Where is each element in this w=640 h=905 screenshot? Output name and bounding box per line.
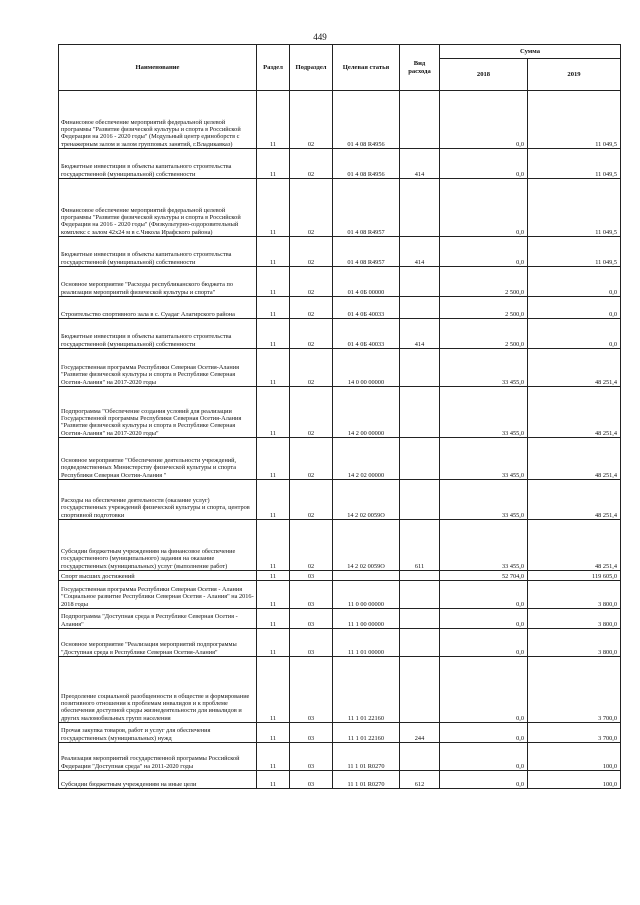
- page-number: 449: [313, 32, 327, 42]
- header-razdel: Раздел: [257, 45, 290, 91]
- table-row: [59, 237, 621, 267]
- header-2019: 2019: [528, 59, 621, 91]
- row-2018-cell: 33 455,0: [440, 438, 528, 480]
- row-vid-cell: [400, 480, 440, 520]
- row-vid-cell: 414: [400, 149, 440, 179]
- row-vid-cell: [400, 581, 440, 609]
- table-row: [59, 179, 621, 237]
- row-podrazdel-cell: 02: [290, 520, 333, 571]
- row-razdel-cell: 11: [257, 349, 290, 387]
- header-name: Наименование: [59, 45, 257, 91]
- table-row: [59, 91, 621, 149]
- row-podrazdel-cell: 02: [290, 387, 333, 438]
- row-razdel-cell: 11: [257, 438, 290, 480]
- row-razdel-cell: 11: [257, 609, 290, 629]
- row-name-cell: Подпрограмма "Доступная среда в Республике Северная Осетия - Алания": [59, 609, 257, 629]
- row-celevaya-cell: 11 1 01 R0270: [333, 743, 400, 771]
- row-celevaya-cell: 14 2 02 00000: [333, 438, 400, 480]
- row-celevaya-cell: 01 4 0Б 40033: [333, 297, 400, 319]
- row-celevaya-cell: 14 2 00 00000: [333, 387, 400, 438]
- row-name-cell: Финансовое обеспечение мероприятий федеральной целевой программы "Развитие физической культуры и спорта в Российской Федерации на 2016 - 2020 годы" (Модульный центр единоборств с тренажерным залом и залом групповых занятий, г.Владикавказ): [59, 91, 257, 149]
- row-celevaya-cell: 14 0 00 00000: [333, 349, 400, 387]
- row-vid-cell: [400, 387, 440, 438]
- row-2018-cell: 2 500,0: [440, 267, 528, 297]
- row-razdel-cell: 11: [257, 297, 290, 319]
- row-2018-cell: 0,0: [440, 609, 528, 629]
- row-podrazdel-cell: 03: [290, 743, 333, 771]
- row-podrazdel-cell: 02: [290, 438, 333, 480]
- row-2019-cell: 48 251,4: [528, 387, 621, 438]
- row-name-cell: Строительство спортивного зала в с. Суадаг Алагирского района: [59, 297, 257, 319]
- row-vid-cell: [400, 609, 440, 629]
- row-2019-cell: 48 251,4: [528, 438, 621, 480]
- table-row: [59, 267, 621, 297]
- row-2018-cell: 0,0: [440, 629, 528, 657]
- row-celevaya-cell: 01 4 0Б 40033: [333, 319, 400, 349]
- row-celevaya-cell: 11 0 00 00000: [333, 581, 400, 609]
- row-razdel-cell: 11: [257, 723, 290, 743]
- row-razdel-cell: 11: [257, 581, 290, 609]
- row-razdel-cell: 11: [257, 149, 290, 179]
- row-vid-cell: 414: [400, 319, 440, 349]
- row-razdel-cell: 11: [257, 571, 290, 581]
- row-celevaya-cell: 01 4 08 R4957: [333, 179, 400, 237]
- row-name-cell: Бюджетные инвестиции в объекты капитального строительства государственной (муниципальной) собственности: [59, 237, 257, 267]
- row-podrazdel-cell: 02: [290, 349, 333, 387]
- row-celevaya-cell: 14 2 02 0059О: [333, 480, 400, 520]
- row-vid-cell: [400, 571, 440, 581]
- budget-table: [58, 44, 621, 789]
- row-celevaya-cell: 11 1 01 22160: [333, 723, 400, 743]
- row-celevaya-cell: 01 4 0Б 00000: [333, 267, 400, 297]
- row-name-cell: Расходы на обеспечение деятельности (оказание услуг) государственных учреждений физической культуры и спорта, центров спортивной подготовки: [59, 480, 257, 520]
- table-row: [59, 629, 621, 657]
- table-row: [59, 771, 621, 789]
- table-row: [59, 387, 621, 438]
- table-row: [59, 571, 621, 581]
- row-razdel-cell: 11: [257, 267, 290, 297]
- row-2018-cell: 0,0: [440, 91, 528, 149]
- row-podrazdel-cell: 02: [290, 91, 333, 149]
- row-celevaya-cell: 11 1 01 00000: [333, 629, 400, 657]
- row-2019-cell: 3 800,0: [528, 609, 621, 629]
- table-header: [59, 45, 621, 91]
- row-podrazdel-cell: 02: [290, 319, 333, 349]
- row-2018-cell: 0,0: [440, 743, 528, 771]
- row-celevaya-cell: 11 1 01 R0270: [333, 771, 400, 789]
- row-vid-cell: 612: [400, 771, 440, 789]
- row-razdel-cell: 11: [257, 520, 290, 571]
- row-name-cell: Государственная программа Республики Северная Осетия-Алания "Развитие физической культуры и спорта в Республике Северная Осетия-Алания" на 2017-2020 годы: [59, 349, 257, 387]
- table-row: [59, 349, 621, 387]
- table-row: [59, 480, 621, 520]
- row-name-cell: Спорт высших достижений: [59, 571, 257, 581]
- row-vid-cell: [400, 179, 440, 237]
- header-summa: Сумма: [440, 45, 621, 59]
- row-razdel-cell: 11: [257, 179, 290, 237]
- header-celevaya: Целевая статья: [333, 45, 400, 91]
- row-razdel-cell: 11: [257, 387, 290, 438]
- header-2018: 2018: [440, 59, 528, 91]
- row-podrazdel-cell: 03: [290, 581, 333, 609]
- row-2018-cell: 33 455,0: [440, 520, 528, 571]
- row-celevaya-cell: 01 4 08 R4957: [333, 237, 400, 267]
- row-razdel-cell: 11: [257, 657, 290, 723]
- row-2018-cell: 0,0: [440, 237, 528, 267]
- row-podrazdel-cell: 02: [290, 179, 333, 237]
- table-row: [59, 438, 621, 480]
- table-row: [59, 297, 621, 319]
- row-2018-cell: 0,0: [440, 771, 528, 789]
- row-name-cell: Основное мероприятие "Расходы республиканского бюджета по реализации мероприятий физической культуры и спорта": [59, 267, 257, 297]
- row-podrazdel-cell: 02: [290, 297, 333, 319]
- row-vid-cell: [400, 349, 440, 387]
- row-2019-cell: 100,0: [528, 771, 621, 789]
- row-vid-cell: [400, 629, 440, 657]
- row-2018-cell: 2 500,0: [440, 297, 528, 319]
- table-row: [59, 743, 621, 771]
- row-name-cell: Финансовое обеспечение мероприятий федеральной целевой программы "Развитие физической культуры и спорта в Российской Федерации на 2016 - 2020 годы" (Физкультурно-оздоровительный комплекс с залом 42х24 м в с.Чикола Ирафского района): [59, 179, 257, 237]
- row-2018-cell: 0,0: [440, 723, 528, 743]
- row-2019-cell: 3 800,0: [528, 629, 621, 657]
- table-row: [59, 723, 621, 743]
- row-2019-cell: 0,0: [528, 297, 621, 319]
- row-2019-cell: 0,0: [528, 267, 621, 297]
- row-2019-cell: 11 049,5: [528, 179, 621, 237]
- row-vid-cell: [400, 91, 440, 149]
- row-name-cell: Реализация мероприятий государственной программы Российской Федерации "Доступная среда" на 2011-2020 годы: [59, 743, 257, 771]
- row-name-cell: Основное мероприятие "Обеспечение деятельности учреждений, подведомственных Министерству физической культуры и спорта Республики Северная Осетия-Алания ": [59, 438, 257, 480]
- table-row: [59, 149, 621, 179]
- row-podrazdel-cell: 02: [290, 237, 333, 267]
- row-podrazdel-cell: 03: [290, 629, 333, 657]
- header-vid: Вид расхода: [400, 45, 440, 91]
- table-body: [59, 91, 621, 789]
- row-vid-cell: [400, 297, 440, 319]
- row-podrazdel-cell: 03: [290, 571, 333, 581]
- row-2019-cell: 48 251,4: [528, 520, 621, 571]
- row-razdel-cell: 11: [257, 743, 290, 771]
- row-razdel-cell: 11: [257, 771, 290, 789]
- row-name-cell: Государственная программа Республики Северная Осетия - Алания "Социальное развитие Республики Северная Осетия - Алания" на 2016-2018 годы: [59, 581, 257, 609]
- row-2019-cell: 0,0: [528, 319, 621, 349]
- table-row: [59, 581, 621, 609]
- row-celevaya-cell: 14 2 02 0059О: [333, 520, 400, 571]
- row-celevaya-cell: 01 4 08 R4956: [333, 149, 400, 179]
- row-razdel-cell: 11: [257, 91, 290, 149]
- row-celevaya-cell: 11 1 00 00000: [333, 609, 400, 629]
- row-2018-cell: 0,0: [440, 581, 528, 609]
- row-2018-cell: 2 500,0: [440, 319, 528, 349]
- row-2018-cell: 33 455,0: [440, 480, 528, 520]
- table-row: [59, 319, 621, 349]
- row-podrazdel-cell: 03: [290, 723, 333, 743]
- row-2018-cell: 0,0: [440, 149, 528, 179]
- row-2019-cell: 119 605,0: [528, 571, 621, 581]
- row-name-cell: Субсидии бюджетным учреждениям на иные цели: [59, 771, 257, 789]
- header-podrazdel: Подраздел: [290, 45, 333, 91]
- row-2019-cell: 48 251,4: [528, 349, 621, 387]
- row-name-cell: Бюджетные инвестиции в объекты капитального строительства государственной (муниципальной) собственности: [59, 149, 257, 179]
- row-vid-cell: [400, 743, 440, 771]
- row-razdel-cell: 11: [257, 319, 290, 349]
- row-2019-cell: 11 049,5: [528, 237, 621, 267]
- row-podrazdel-cell: 03: [290, 609, 333, 629]
- row-vid-cell: [400, 657, 440, 723]
- row-vid-cell: 611: [400, 520, 440, 571]
- row-name-cell: Подпрограмма "Обеспечение создания условий для реализации Государственной программы Республики Северная Осетия-Алания "Развитие физической культуры и спорта в Республике Северная Осетия-Алания" на 2017-2020 годы": [59, 387, 257, 438]
- row-podrazdel-cell: 02: [290, 149, 333, 179]
- row-celevaya-cell: 11 1 01 22160: [333, 657, 400, 723]
- table-row: [59, 657, 621, 723]
- row-2019-cell: 3 700,0: [528, 723, 621, 743]
- row-podrazdel-cell: 03: [290, 657, 333, 723]
- table-row: [59, 520, 621, 571]
- row-vid-cell: 244: [400, 723, 440, 743]
- row-2019-cell: 3 700,0: [528, 657, 621, 723]
- row-name-cell: Бюджетные инвестиции в объекты капитального строительства государственной (муниципальной) собственности: [59, 319, 257, 349]
- row-name-cell: Преодоление социальной разобщенности в обществе и формирование позитивного отношения к проблемам инвалидов и к проблеме обеспечения доступной среды жизнедеятельности для инвалидов и других маломобильных групп населения: [59, 657, 257, 723]
- row-2018-cell: 0,0: [440, 657, 528, 723]
- row-name-cell: Прочая закупка товаров, работ и услуг для обеспечения государственных (муниципальных) нужд: [59, 723, 257, 743]
- row-razdel-cell: 11: [257, 629, 290, 657]
- row-2019-cell: 48 251,4: [528, 480, 621, 520]
- row-name-cell: Субсидии бюджетным учреждениям на финансовое обеспечение государственного (муниципального) задания на оказание государственных (муниципальных) услуг (выполнение работ): [59, 520, 257, 571]
- row-2018-cell: 0,0: [440, 179, 528, 237]
- row-vid-cell: 414: [400, 237, 440, 267]
- row-2019-cell: 3 800,0: [528, 581, 621, 609]
- row-2018-cell: 52 704,0: [440, 571, 528, 581]
- row-celevaya-cell: 01 4 08 R4956: [333, 91, 400, 149]
- row-2018-cell: 33 455,0: [440, 349, 528, 387]
- row-razdel-cell: 11: [257, 480, 290, 520]
- row-celevaya-cell: [333, 571, 400, 581]
- table-row: [59, 609, 621, 629]
- row-podrazdel-cell: 03: [290, 771, 333, 789]
- row-podrazdel-cell: 02: [290, 480, 333, 520]
- row-2019-cell: 100,0: [528, 743, 621, 771]
- row-2019-cell: 11 049,5: [528, 149, 621, 179]
- row-2019-cell: 11 049,5: [528, 91, 621, 149]
- row-podrazdel-cell: 02: [290, 267, 333, 297]
- row-name-cell: Основное мероприятие "Реализация мероприятий подпрограммы "Доступная среда в Республике Северная Осетия-Алания": [59, 629, 257, 657]
- row-2018-cell: 33 455,0: [440, 387, 528, 438]
- row-razdel-cell: 11: [257, 237, 290, 267]
- row-vid-cell: [400, 438, 440, 480]
- row-vid-cell: [400, 267, 440, 297]
